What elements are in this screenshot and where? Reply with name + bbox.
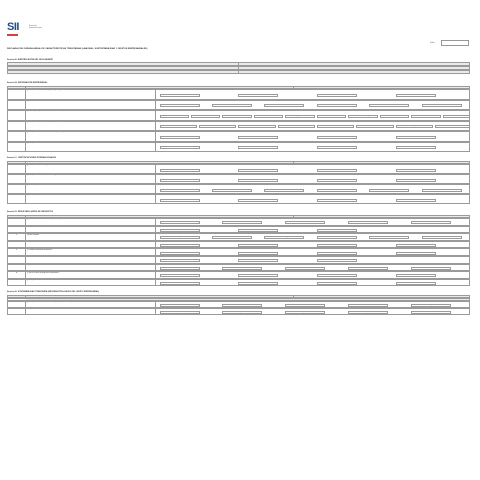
section-b-row xyxy=(7,121,470,132)
answer-option[interactable]: SÍ xyxy=(317,169,357,172)
section-d-row xyxy=(7,218,470,226)
answer-option[interactable]: SÍ xyxy=(160,179,200,182)
answer-option[interactable]: DIRECTO xyxy=(160,115,189,118)
answer-option[interactable]: PESO xyxy=(160,244,200,247)
answer-option[interactable]: NO xyxy=(396,252,436,255)
field-label: ROL ÚNICO TRIBUTARIO xyxy=(8,63,239,65)
answer-area xyxy=(156,265,469,271)
answer-option[interactable]: NO xyxy=(348,221,388,224)
field-label: COMUNA xyxy=(239,67,470,69)
question-text: ¿La empresa cuenta con políticas de responsabilidad social empresarial? xyxy=(26,302,155,307)
answer-option[interactable]: Tienda propia/ e-commerce xyxy=(285,115,314,118)
answer-option[interactable]: 1 xyxy=(191,115,220,118)
answer-option[interactable]: 1 xyxy=(212,104,252,107)
section-c-title: Sección C: CERTIFICACIONES INTERNACIONALES xyxy=(7,157,57,159)
answer-option[interactable]: LOCAL Y EXPORTACIÓN xyxy=(369,104,409,107)
answer-option[interactable]: SÍ xyxy=(160,221,200,224)
question-number: 5 xyxy=(8,249,26,255)
section-b-row xyxy=(7,142,470,153)
answer-area xyxy=(156,242,469,248)
answer-option[interactable]: 5 xyxy=(443,115,469,118)
answer-option[interactable]: SÍ xyxy=(285,221,325,224)
section-d-row xyxy=(7,279,470,287)
answer-option[interactable]: OTRA xyxy=(238,125,275,128)
answer-option[interactable]: NO xyxy=(238,199,278,202)
question-number: 3 xyxy=(8,185,26,193)
answer-area xyxy=(156,249,469,255)
answer-option[interactable]: NO xyxy=(348,304,388,307)
answer-option[interactable]: Ninguna xyxy=(411,304,451,307)
answer-area xyxy=(156,132,469,141)
answer-option[interactable]: 1 xyxy=(212,189,252,192)
question-text: ¿Cuál fue el resultado antes de impuestos del ejercicio? xyxy=(26,219,155,225)
section-a-row xyxy=(7,70,470,74)
folio-label: Folio xyxy=(430,42,435,44)
answer-option[interactable]: EURO xyxy=(317,244,357,247)
question-number: 2 xyxy=(8,175,26,183)
question-text: Indique las iniciativas desarrolladas xyxy=(26,309,155,314)
answer-option[interactable]: SÍ xyxy=(317,252,357,255)
answer-option[interactable]: SÍ xyxy=(160,169,200,172)
answer-option[interactable]: USD xyxy=(238,244,278,247)
answer-option[interactable]: SÍ xyxy=(317,199,357,202)
column-header: PREGUNTA xyxy=(26,296,293,297)
section-c-row xyxy=(7,164,470,174)
question-text: Tipo de resultado xyxy=(26,234,155,240)
column-header: N° xyxy=(8,296,26,297)
answer-option[interactable]: 2 xyxy=(317,189,357,192)
section-c-row xyxy=(7,174,470,184)
question-text: ¿La empresa cuenta con un sistema de gestión ambiental certificado? xyxy=(26,175,155,183)
question-number: 2 xyxy=(8,309,26,314)
question-number: 7 xyxy=(8,265,26,271)
answer-area xyxy=(156,111,469,120)
section-b-title: Sección B: INFORMACIÓN EMPRESARIAL xyxy=(7,82,48,84)
field-label: NOMBRE O RAZÓN SOCIAL xyxy=(239,63,470,65)
answer-option[interactable]: Ventas por catálogo xyxy=(348,115,377,118)
answer-option[interactable]: NO xyxy=(238,179,278,182)
answer-option[interactable]: 1 xyxy=(212,236,252,239)
answer-option[interactable]: 3 xyxy=(422,236,462,239)
answer-area xyxy=(156,227,469,233)
section-c-row xyxy=(7,194,470,204)
column-header: N° xyxy=(8,87,26,88)
answer-option[interactable]: NO xyxy=(396,169,436,172)
answer-option[interactable]: Opción C xyxy=(285,311,325,314)
question-number: 6 xyxy=(8,257,26,263)
answer-option[interactable]: Opción D xyxy=(348,311,388,314)
answer-option[interactable]: 1 xyxy=(199,125,236,128)
answer-area xyxy=(156,257,469,263)
question-number: 4 xyxy=(8,242,26,248)
section-d-row xyxy=(7,248,470,256)
question-number: 2 xyxy=(8,227,26,233)
answer-option[interactable]: 2 xyxy=(254,115,283,118)
answer-option[interactable]: 4 xyxy=(380,115,409,118)
answer-option[interactable]: SÍ xyxy=(160,274,200,277)
answer-option[interactable]: EXPORTACIÓN xyxy=(264,104,304,107)
column-header: PREGUNTA xyxy=(26,87,293,88)
answer-option[interactable]: SÍ xyxy=(317,179,357,182)
question-number: 1 xyxy=(8,219,26,225)
question-number: 4 xyxy=(8,195,26,203)
answer-option[interactable]: SÍ xyxy=(285,304,325,307)
answer-option[interactable]: Monto xyxy=(238,259,278,262)
question-number: 5 xyxy=(8,132,26,141)
answer-option[interactable]: Resultado positivo xyxy=(160,236,200,239)
answer-area xyxy=(156,234,469,240)
answer-option[interactable]: Otro xyxy=(411,267,451,270)
answer-option[interactable]: SÍ xyxy=(317,282,357,285)
section-b-row xyxy=(7,131,470,142)
answer-area xyxy=(156,122,469,131)
answer-option[interactable]: Monto xyxy=(160,259,200,262)
question-text: ¿La empresa ha obtenido alguna certificación internacional en los últimos tres años? xyxy=(26,165,155,173)
answer-area xyxy=(156,272,469,278)
answer-option[interactable]: NACIONAL xyxy=(160,125,197,128)
answer-option[interactable]: SÍ xyxy=(317,146,357,149)
question-number: 2 xyxy=(8,101,26,110)
section-d-row xyxy=(7,226,470,234)
field-label: TELÉFONO xyxy=(239,71,470,73)
section-e-row xyxy=(7,308,470,315)
answer-option[interactable]: Resultado negativo xyxy=(264,236,304,239)
answer-area xyxy=(156,165,469,173)
section-d-row xyxy=(7,264,470,272)
answer-option[interactable]: 4 xyxy=(435,125,469,128)
answer-option[interactable]: NO xyxy=(222,304,262,307)
question-number: 1 xyxy=(8,90,26,99)
question-text: ¿Cuál es el principal canal de distribución de sus productos? xyxy=(26,111,155,120)
question-text: ¿La empresa cuenta con certificaciones de calidad? xyxy=(26,143,155,152)
section-d-row xyxy=(7,271,470,279)
question-text: ¿La empresa tiene operaciones en el extranjero? xyxy=(26,122,155,131)
question-text: ¿Cuál es el tipo de certificación obtenida? xyxy=(26,185,155,193)
subheader-label: CONTRIBUCIÓN Y COMPROMISO CON EL ENTORNO xyxy=(26,299,469,300)
logo-subtitle: Servicio de Impuestos Internos xyxy=(29,26,42,29)
column-header: PREGUNTA xyxy=(26,216,293,217)
section-d-row xyxy=(7,233,470,241)
answer-option[interactable]: Eventual xyxy=(348,267,388,270)
question-number: 4 xyxy=(8,122,26,131)
section-d-row xyxy=(7,241,470,249)
answer-option[interactable]: NO xyxy=(238,94,278,97)
answer-option[interactable]: Ninguna xyxy=(396,125,433,128)
column-header: RESPUESTA xyxy=(294,162,469,163)
question-number: 9 xyxy=(8,280,26,286)
answer-option[interactable]: Sin resultado xyxy=(369,236,409,239)
section-a-title: Sección A: IDENTIFICACIÓN DEL DECLARANTE xyxy=(7,59,53,61)
answer-option[interactable]: NO xyxy=(396,274,436,277)
question-text: Indique el monto del resultado xyxy=(26,227,155,233)
answer-area xyxy=(156,280,469,286)
question-number: 1 xyxy=(8,302,26,307)
section-e-row xyxy=(7,301,470,308)
answer-option[interactable]: SÍ xyxy=(317,94,357,97)
sii-logo xyxy=(7,22,47,40)
answer-area xyxy=(156,309,469,314)
answer-option[interactable]: SÍ xyxy=(160,252,200,255)
answer-option[interactable]: DISTRIBUIDOR xyxy=(222,115,251,118)
answer-option[interactable]: EXTERIOR DE LA EMPRESA xyxy=(160,189,200,192)
question-text: Monto de los dividendos distribuidos xyxy=(26,257,155,263)
answer-option[interactable]: 3 xyxy=(317,115,346,118)
section-d-title: Sección D: RESULTADO ANTES DE IMPUESTOS xyxy=(7,211,53,213)
answer-option[interactable]: NO xyxy=(238,252,278,255)
answer-option[interactable]: Otros xyxy=(411,115,440,118)
question-text: ¿La empresa realiza actividades de investigación y desarrollo? xyxy=(26,132,155,141)
answer-option[interactable]: NO xyxy=(238,146,278,149)
answer-option[interactable]: NO xyxy=(238,282,278,285)
answer-option[interactable]: NO xyxy=(396,282,436,285)
answer-option[interactable]: NINGUNA xyxy=(411,221,451,224)
answer-option[interactable]: Opción E xyxy=(411,311,451,314)
question-text: Indique la moneda utilizada xyxy=(26,242,155,248)
answer-area xyxy=(156,101,469,110)
field-label: CORREO ELECTRÓNICO xyxy=(8,71,239,73)
answer-option[interactable]: 3 xyxy=(356,125,393,128)
folio-field[interactable] xyxy=(441,40,469,46)
answer-option[interactable]: NO xyxy=(238,136,278,139)
section-e-title: Sección E: SOSTENIBILIDAD TRIBUTARIA (INFORMACIÓN A NIVEL DEL GRUPO EMPRESARIAL) xyxy=(7,291,100,293)
field-label: DOMICILIO xyxy=(8,67,239,69)
answer-option[interactable]: NO xyxy=(238,274,278,277)
question-text: ¿Cuál es el mercado en el que se desarrolla su actividad empresarial? xyxy=(26,101,155,110)
answer-option[interactable]: Definitivo xyxy=(222,267,262,270)
document-title: DECLARACION JURADA ANUAL DE CARACTERISTICAS TRIBUTARIAS (LABORAL, SUSTENTABILIDAD Y GRUPOS EMPRESARIALES) xyxy=(7,48,148,50)
answer-option[interactable]: OTRA xyxy=(396,244,436,247)
answer-area xyxy=(156,195,469,203)
answer-option[interactable]: AMBOS xyxy=(317,125,354,128)
answer-area xyxy=(156,185,469,193)
logo-bar xyxy=(7,34,18,36)
answer-area xyxy=(156,90,469,99)
question-number: 8 xyxy=(8,272,26,278)
question-number: 1 xyxy=(8,165,26,173)
answer-option[interactable]: SÍ xyxy=(317,274,357,277)
answer-option[interactable]: SÍ xyxy=(160,146,200,149)
answer-option[interactable]: 3 xyxy=(422,189,462,192)
answer-option[interactable]: Adicional xyxy=(285,267,325,270)
section-b-row xyxy=(7,100,470,111)
answer-option[interactable]: NO xyxy=(396,136,436,139)
answer-option[interactable]: SÍ xyxy=(160,94,200,97)
answer-option[interactable]: NO xyxy=(396,179,436,182)
answer-option[interactable]: NO xyxy=(396,94,436,97)
answer-option[interactable]: Opción B xyxy=(222,311,262,314)
answer-option[interactable]: Monto xyxy=(238,229,278,232)
answer-option[interactable]: SÍ xyxy=(317,136,357,139)
question-number: 3 xyxy=(8,234,26,240)
question-text: Tipo de dividendo xyxy=(26,265,155,271)
answer-option[interactable]: 2 xyxy=(317,236,357,239)
question-text: ¿Cuál es la forma de pago de los dividendos? xyxy=(26,272,155,278)
question-text: ¿La empresa realizó retiros de utilidades? xyxy=(26,280,155,286)
question-text: ¿La empresa se encuentra acogida a algún régimen de zona franca o de extremas? xyxy=(26,90,155,99)
answer-option[interactable]: Monto xyxy=(317,259,357,262)
question-text: ¿La empresa distribuyó dividendos? xyxy=(26,249,155,255)
column-header: N° xyxy=(8,162,26,163)
logo-text: SII xyxy=(7,21,19,33)
answer-option[interactable]: SÍ xyxy=(160,199,200,202)
answer-option[interactable]: AMBOS xyxy=(369,189,409,192)
column-header: PREGUNTA xyxy=(26,162,293,163)
answer-option[interactable]: SÍ xyxy=(160,304,200,307)
column-header: N° xyxy=(8,216,26,217)
answer-option[interactable]: NO xyxy=(222,221,262,224)
answer-option[interactable]: Opción A xyxy=(160,311,200,314)
question-text: ¿La empresa publica un reporte de sostenibilidad? xyxy=(26,195,155,203)
answer-option[interactable]: INTERIOR DE LA EMPRESA xyxy=(264,189,304,192)
answer-option[interactable]: 2 xyxy=(278,125,315,128)
column-header: RESPUESTA xyxy=(294,216,469,217)
answer-option[interactable]: Monto xyxy=(160,229,200,232)
answer-option[interactable]: 3 xyxy=(422,104,462,107)
answer-area xyxy=(156,175,469,183)
answer-option[interactable]: SÍ xyxy=(160,282,200,285)
section-c-row xyxy=(7,184,470,194)
section-d-row xyxy=(7,256,470,264)
answer-option[interactable]: SÍ xyxy=(160,136,200,139)
answer-option[interactable]: NO xyxy=(238,169,278,172)
answer-area xyxy=(156,219,469,225)
answer-option[interactable]: NO xyxy=(396,146,436,149)
answer-option[interactable]: LOCAL/NACIONAL xyxy=(160,104,200,107)
section-b-row xyxy=(7,110,470,121)
answer-option[interactable]: Provisorio xyxy=(160,267,200,270)
answer-area xyxy=(156,143,469,152)
answer-area xyxy=(156,302,469,307)
question-number: 6 xyxy=(8,143,26,152)
answer-option[interactable]: NO xyxy=(396,199,436,202)
answer-option[interactable]: Monto xyxy=(317,229,357,232)
column-header: RESPUESTA xyxy=(294,87,469,88)
column-header: RESPUESTA xyxy=(294,296,469,297)
answer-option[interactable]: 2 xyxy=(317,104,357,107)
section-b-row xyxy=(7,89,470,100)
question-number: 3 xyxy=(8,111,26,120)
